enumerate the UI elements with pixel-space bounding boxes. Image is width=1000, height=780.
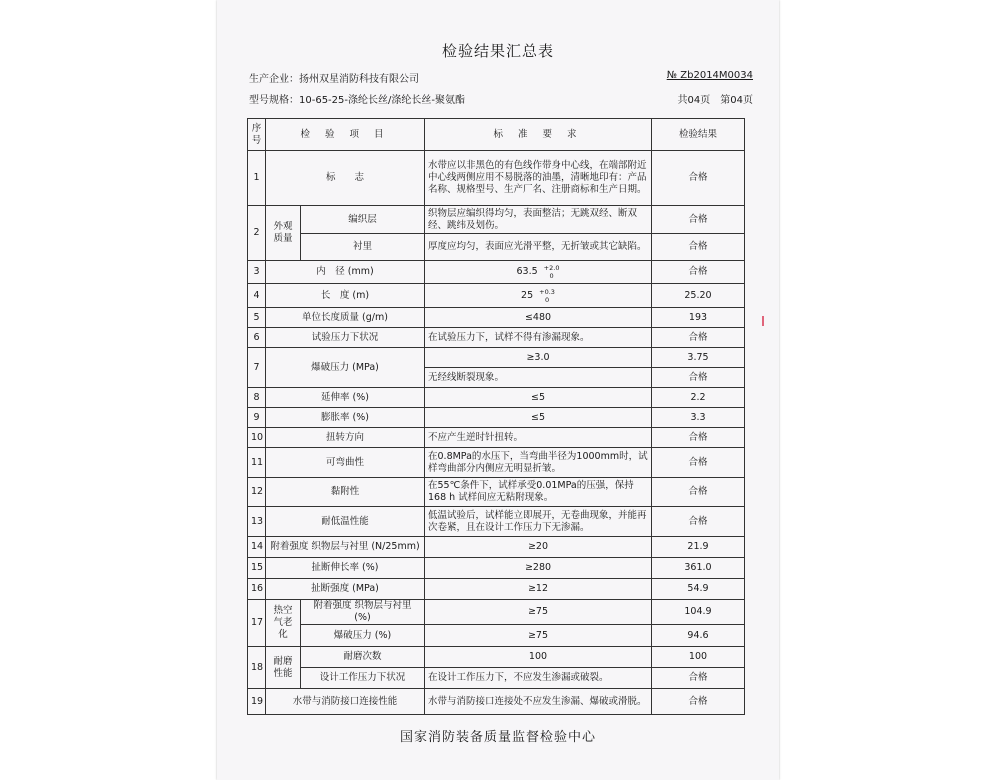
row-result: 合格 [652,206,745,234]
header-no: 序号 [248,119,266,151]
row-result: 合格 [652,428,745,448]
row-requirement: ≥75 [425,600,652,625]
issuer-footer: 国家消防装备质量监督检验中心 [399,730,596,745]
row-item: 爆破压力 (%) [301,625,425,647]
row-no: 9 [248,408,266,428]
row-result: 193 [652,308,745,328]
row-no: 3 [248,261,266,284]
row-item: 衬里 [301,234,425,261]
page-count: 共04页 第04页 [677,95,753,106]
row-item: 可弯曲性 [266,448,425,478]
row-requirement: 100 [425,647,652,668]
row-requirement: 在试验压力下，试样不得有渗漏现象。 [425,328,652,348]
red-ink-mark [762,316,764,326]
table-header-row [248,119,745,151]
table-row [248,308,745,328]
row-requirement [425,284,652,308]
row-item: 黏附性 [266,478,425,507]
row-item: 附着强度 织物层与衬里 (N/25mm) [266,537,425,558]
table-row [248,537,745,558]
header-item: 检 验 项 目 [266,119,425,151]
row-result: 25.20 [652,284,745,308]
row-no: 15 [248,558,266,579]
table-row [248,388,745,408]
table-row [248,507,745,537]
row-no: 1 [248,151,266,206]
table-row [248,647,745,668]
row-result: 361.0 [652,558,745,579]
tolerance-upper: +2.0 [543,264,560,272]
row-result: 100 [652,647,745,668]
row-requirement: 厚度应均匀，表面应光滑平整，无折皱或其它缺陷。 [425,234,652,261]
row-no: 12 [248,478,266,507]
row-requirement: ≤5 [425,408,652,428]
row-item: 水带与消防接口连接性能 [266,689,425,715]
row-result: 合格 [652,668,745,689]
row-requirement: ≥3.0 [425,348,652,368]
row-result: 合格 [652,328,745,348]
results-table [247,118,745,715]
row-result: 合格 [652,368,745,388]
row-item: 单位长度质量 (g/m) [266,308,425,328]
row-no: 8 [248,388,266,408]
table-row [248,689,745,715]
row-requirement: 在设计工作压力下，不应发生渗漏或破裂。 [425,668,652,689]
row-result: 合格 [652,261,745,284]
row-requirement: 低温试验后，试样能立即展开，无卷曲现象，并能再次卷紧，且在设计工作压力下无渗漏。 [425,507,652,537]
row-item: 附着强度 织物层与衬里 (%) [301,600,425,625]
row-item: 扯断强度 (MPa) [266,579,425,600]
row-result: 合格 [652,689,745,715]
row-item: 耐磨次数 [301,647,425,668]
row-requirement: 水带应以非黑色的有色线作带身中心线，在端部附近中心线两侧应用不易脱落的油墨，清晰地印有：产品名称、规格型号、生产厂名、注册商标和生产日期。 [425,151,652,206]
table-row [248,151,745,206]
row-requirement: ≤5 [425,388,652,408]
row-group: 外观质量 [266,206,301,261]
row-no: 16 [248,579,266,600]
table-row [248,234,745,261]
row-item: 设计工作压力下状况 [301,668,425,689]
table-row [248,206,745,234]
nominal-value: 25 [521,289,534,301]
tolerance-lower: 0 [549,272,554,280]
nominal-value: 63.5 [516,266,538,277]
row-no: 17 [248,600,266,647]
row-no: 5 [248,308,266,328]
model-spec: 型号规格：10-65-25-涤纶长丝/涤纶长丝-聚氨酯 [249,95,465,106]
header-result: 检验结果 [652,119,745,151]
row-no: 4 [248,284,266,308]
row-item: 标 志 [266,151,425,206]
row-no: 11 [248,448,266,478]
row-requirement: 织物层应编织得均匀，表面整洁；无跳双经、断双经、跳纬及划伤。 [425,206,652,234]
row-item: 长 度 (m) [266,284,425,308]
row-result: 合格 [652,234,745,261]
row-requirement: ≥12 [425,579,652,600]
row-no: 18 [248,647,266,689]
row-requirement [425,261,652,284]
row-no: 13 [248,507,266,537]
manufacturer: 生产企业：扬州双星消防科技有限公司 [249,74,419,85]
row-result: 3.3 [652,408,745,428]
row-no: 19 [248,689,266,715]
table-row [248,428,745,448]
row-requirement: ≥280 [425,558,652,579]
row-requirement: ≥20 [425,537,652,558]
row-no: 2 [248,206,266,261]
tolerance [539,288,555,304]
row-requirement: 不应产生逆时针扭转。 [425,428,652,448]
table-row [248,600,745,625]
table-row [248,579,745,600]
row-result: 3.75 [652,348,745,368]
table-row [248,478,745,507]
table-row [248,284,745,308]
row-result: 合格 [652,448,745,478]
row-no: 6 [248,328,266,348]
page-title: 检验结果汇总表 [441,42,554,60]
row-result: 合格 [652,507,745,537]
row-group: 热空气老化 [266,600,301,647]
row-requirement: 在0.8MPa的水压下，当弯曲半径为1000mm时，试样弯曲部分内侧应无明显折皱。 [425,448,652,478]
row-requirement: 水带与消防接口连接处不应发生渗漏、爆破或滑脱。 [425,689,652,715]
header-requirement: 标 准 要 求 [425,119,652,151]
row-item: 耐低温性能 [266,507,425,537]
report-number: № Zb2014M0034 [666,70,753,81]
row-result: 2.2 [652,388,745,408]
table-row [248,668,745,689]
row-result: 合格 [652,478,745,507]
row-item: 编织层 [301,206,425,234]
row-no: 7 [248,348,266,388]
row-no: 14 [248,537,266,558]
row-item: 内 径 (mm) [266,261,425,284]
row-no: 10 [248,428,266,448]
table-row [248,261,745,284]
row-item: 膨胀率 (%) [266,408,425,428]
row-item: 爆破压力 (MPa) [266,348,425,388]
row-item: 扭转方向 [266,428,425,448]
row-result: 54.9 [652,579,745,600]
row-item: 延伸率 (%) [266,388,425,408]
tolerance-lower: 0 [544,295,550,304]
row-requirement: ≥75 [425,625,652,647]
table-row [248,328,745,348]
table-row [248,558,745,579]
table-row [248,448,745,478]
row-result: 21.9 [652,537,745,558]
row-requirement: 在55℃条件下，试样承受0.01MPa的压强，保持168 h 试样间应无粘附现象。 [425,478,652,507]
row-item: 扯断伸长率 (%) [266,558,425,579]
tolerance [544,264,560,280]
row-requirement: 无经线断裂现象。 [425,368,652,388]
report-sheet [217,0,779,780]
table-row [248,408,745,428]
row-requirement: ≤480 [425,308,652,328]
row-result: 94.6 [652,625,745,647]
tolerance-upper: +0.3 [539,287,555,296]
table-row [248,625,745,647]
table-row [248,348,745,368]
row-group: 耐磨性能 [266,647,301,689]
row-item: 试验压力下状况 [266,328,425,348]
row-result: 合格 [652,151,745,206]
row-result: 104.9 [652,600,745,625]
